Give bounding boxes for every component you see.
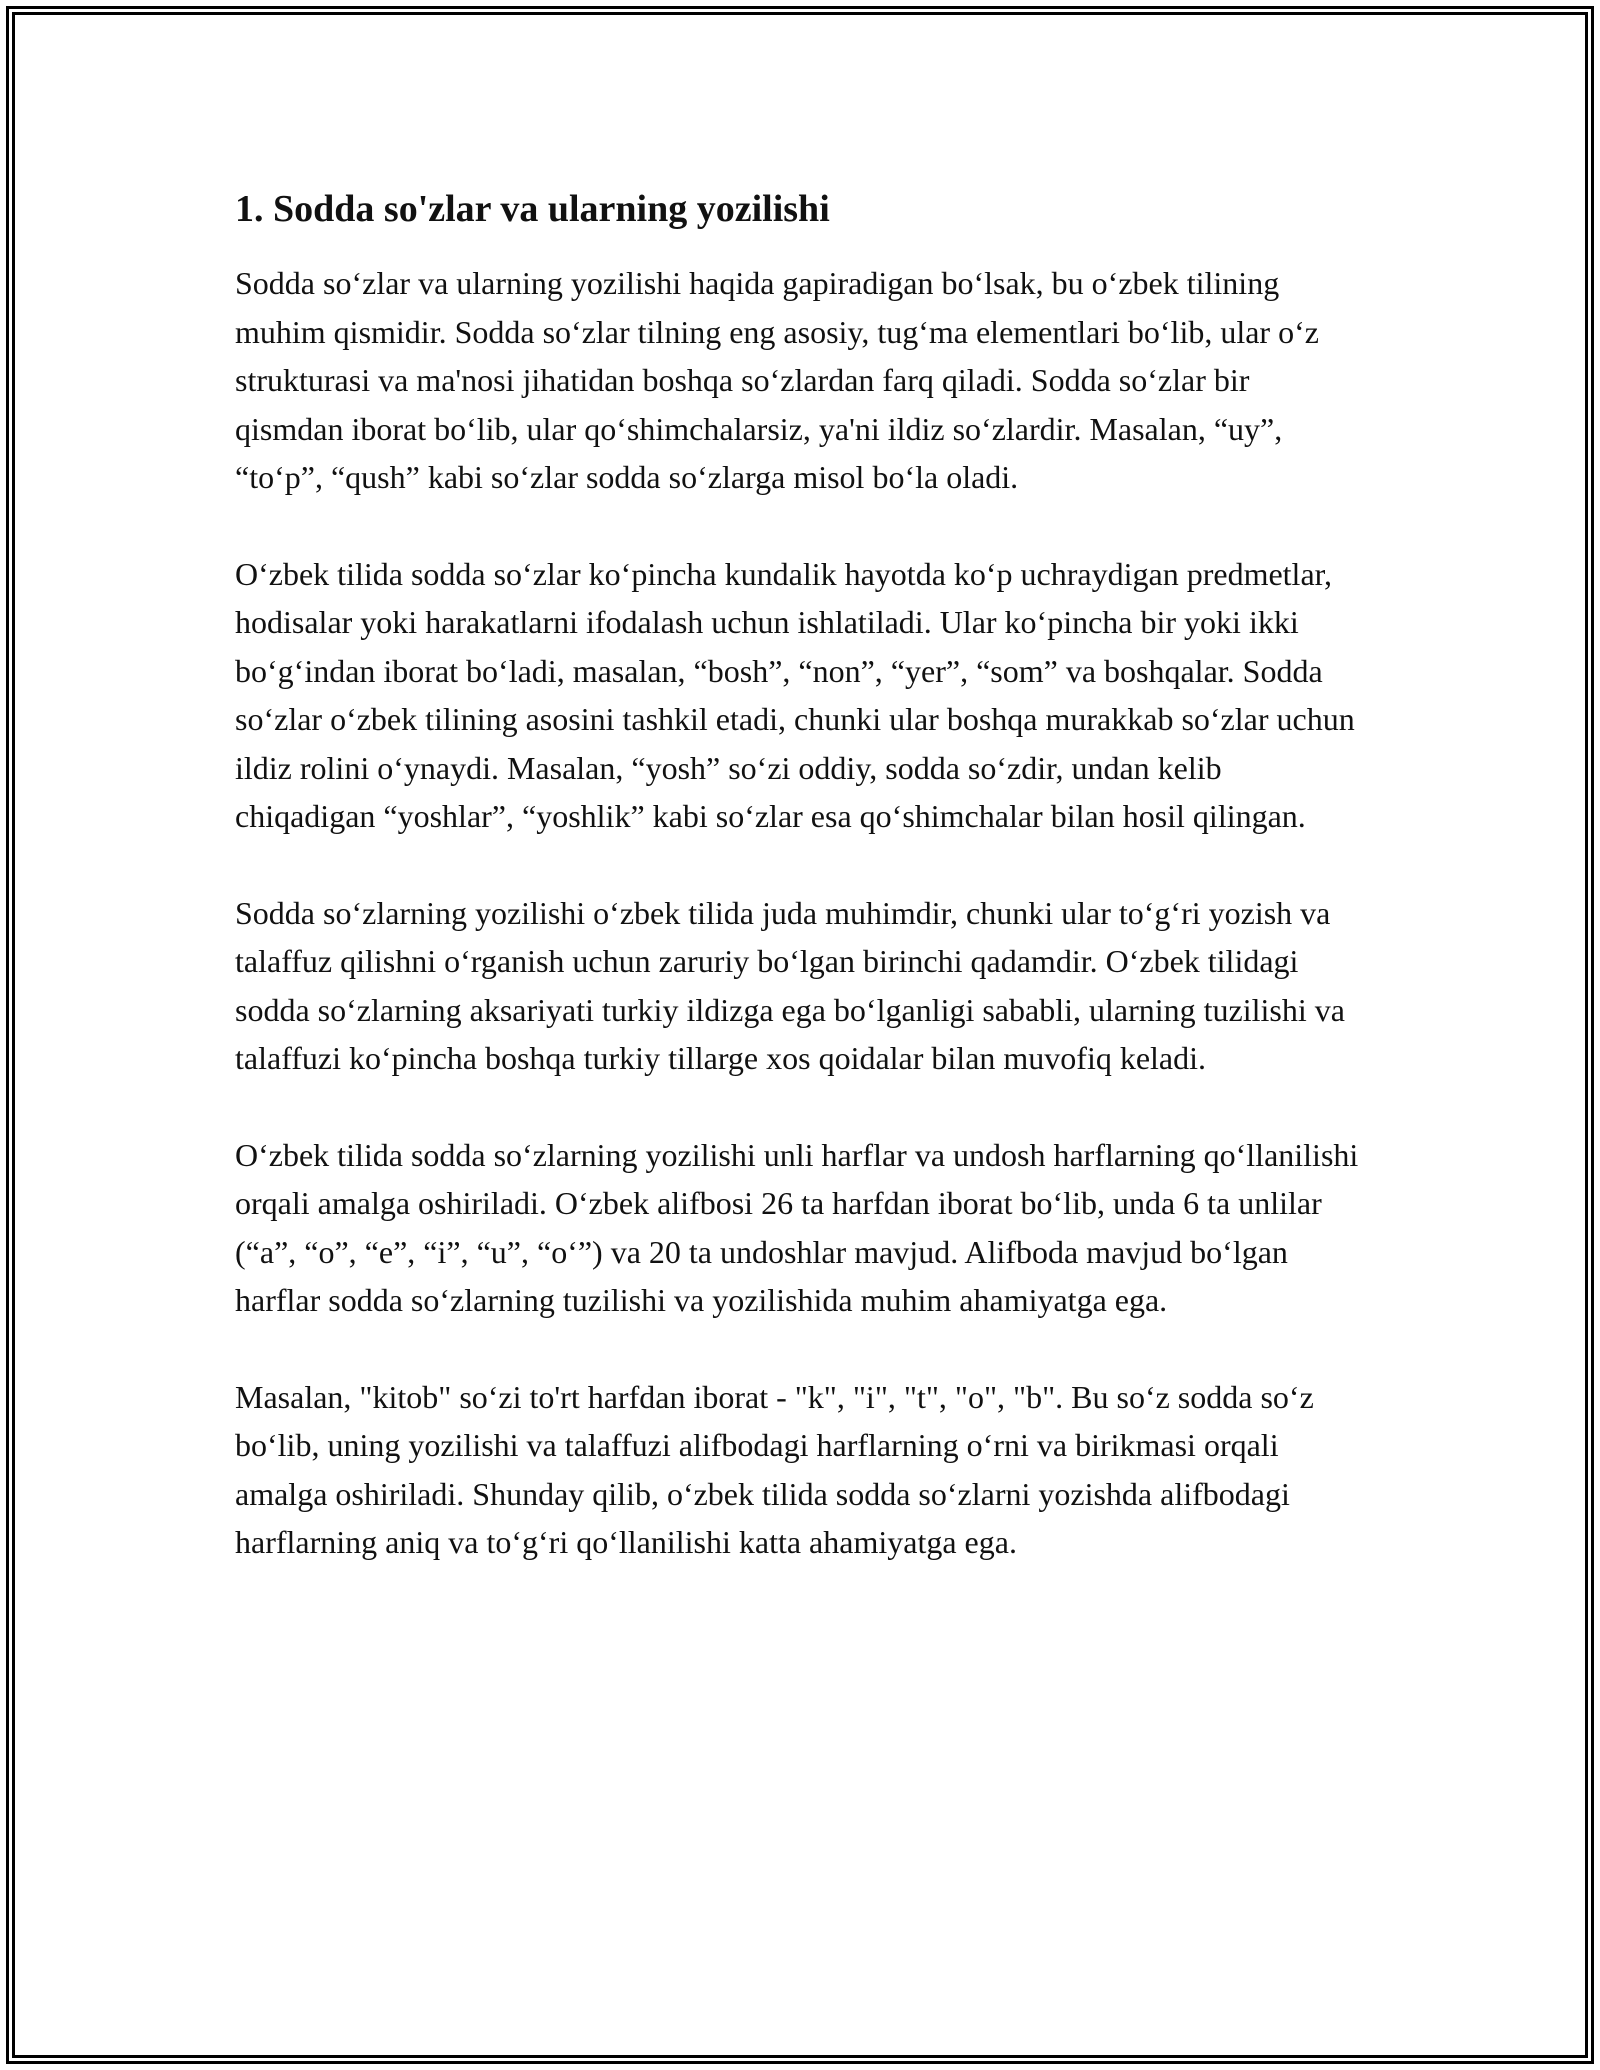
section-heading: 1. Sodda so'zlar va ularning yozilishi <box>235 188 830 230</box>
paragraph-2: O‘zbek tilida sodda so‘zlar ko‘pincha kundalik hayotda ko‘p uchraydigan predmetlar, hodisalar yoki harakatlarni ifodalash uchun ishlatiladi. Ular ko‘pincha bir yoki ikki bo‘g‘indan iborat bo‘ladi, masalan, “bosh”, “non”, “yer”, “som” va boshqalar. Sodda so‘zlar o‘zbek tilining asosini tashkil etadi, chunki ular boshqa murakkab so‘zlar uchun ildiz rolini o‘ynaydi. Masalan, “yosh” so‘zi oddiy, sodda so‘zdir, undan kelib chiqadigan “yoshlar”, “yoshlik” kabi so‘zlar esa qo‘shimchalar bilan hosil qilingan. <box>235 555 1355 834</box>
paragraph-5: Masalan, "kitob" so‘zi to'rt harfdan iborat - "k", "i", "t", "o", "b". Bu so‘z sodda so‘z bo‘lib, uning yozilishi va talaffuzi alifbodagi harflarning o‘rni va birikmasi orqali amalga oshiriladi. Shunday qilib, o‘zbek tilida sodda so‘zlarni yozishda alifbodagi harflarning aniq va to‘g‘ri qo‘llanilishi katta ahamiyatga ega. <box>235 1378 1314 1560</box>
document-body <box>235 185 1365 1615</box>
paragraph-1: Sodda so‘zlar va ularning yozilishi haqida gapiradigan bo‘lsak, bu o‘zbek tilining muhim qismidir. Sodda so‘zlar tilning eng asosiy, tug‘ma elementlari bo‘lib, ular o‘z strukturasi va ma'nosi jihatidan boshqa so‘zlardan farq qiladi. Sodda so‘zlar bir qismdan iborat bo‘lib, ular qo‘shimchalarsiz, ya'ni ildiz so‘zlardir. Masalan, “uy”, “to‘p”, “qush” kabi so‘zlar sodda so‘zlarga misol bo‘la oladi. <box>235 265 1319 495</box>
paragraph-4: O‘zbek tilida sodda so‘zlarning yozilishi unli harflar va undosh harflarning qo‘llanilishi orqali amalga oshiriladi. O‘zbek alifbosi 26 ta harfdan iborat bo‘lib, unda 6 ta unlilar (“a”, “o”, “e”, “i”, “u”, “o‘”) va 20 ta undoshlar mavjud. Alifboda mavjud bo‘lgan harflar sodda so‘zlarning tuzilishi va yozilishida muhim ahamiyatga ega. <box>235 1136 1359 1318</box>
paragraph-3: Sodda so‘zlarning yozilishi o‘zbek tilida juda muhimdir, chunki ular to‘g‘ri yozish va talaffuz qilishni o‘rganish uchun zaruriy bo‘lgan birinchi qadamdir. O‘zbek tilidagi sodda so‘zlarning aksariyati turkiy ildizga ega bo‘lganligi sababli, ularning tuzilishi va talaffuzi ko‘pincha boshqa turkiy tillarge xos qoidalar bilan muvofiq keladi. <box>235 894 1345 1076</box>
